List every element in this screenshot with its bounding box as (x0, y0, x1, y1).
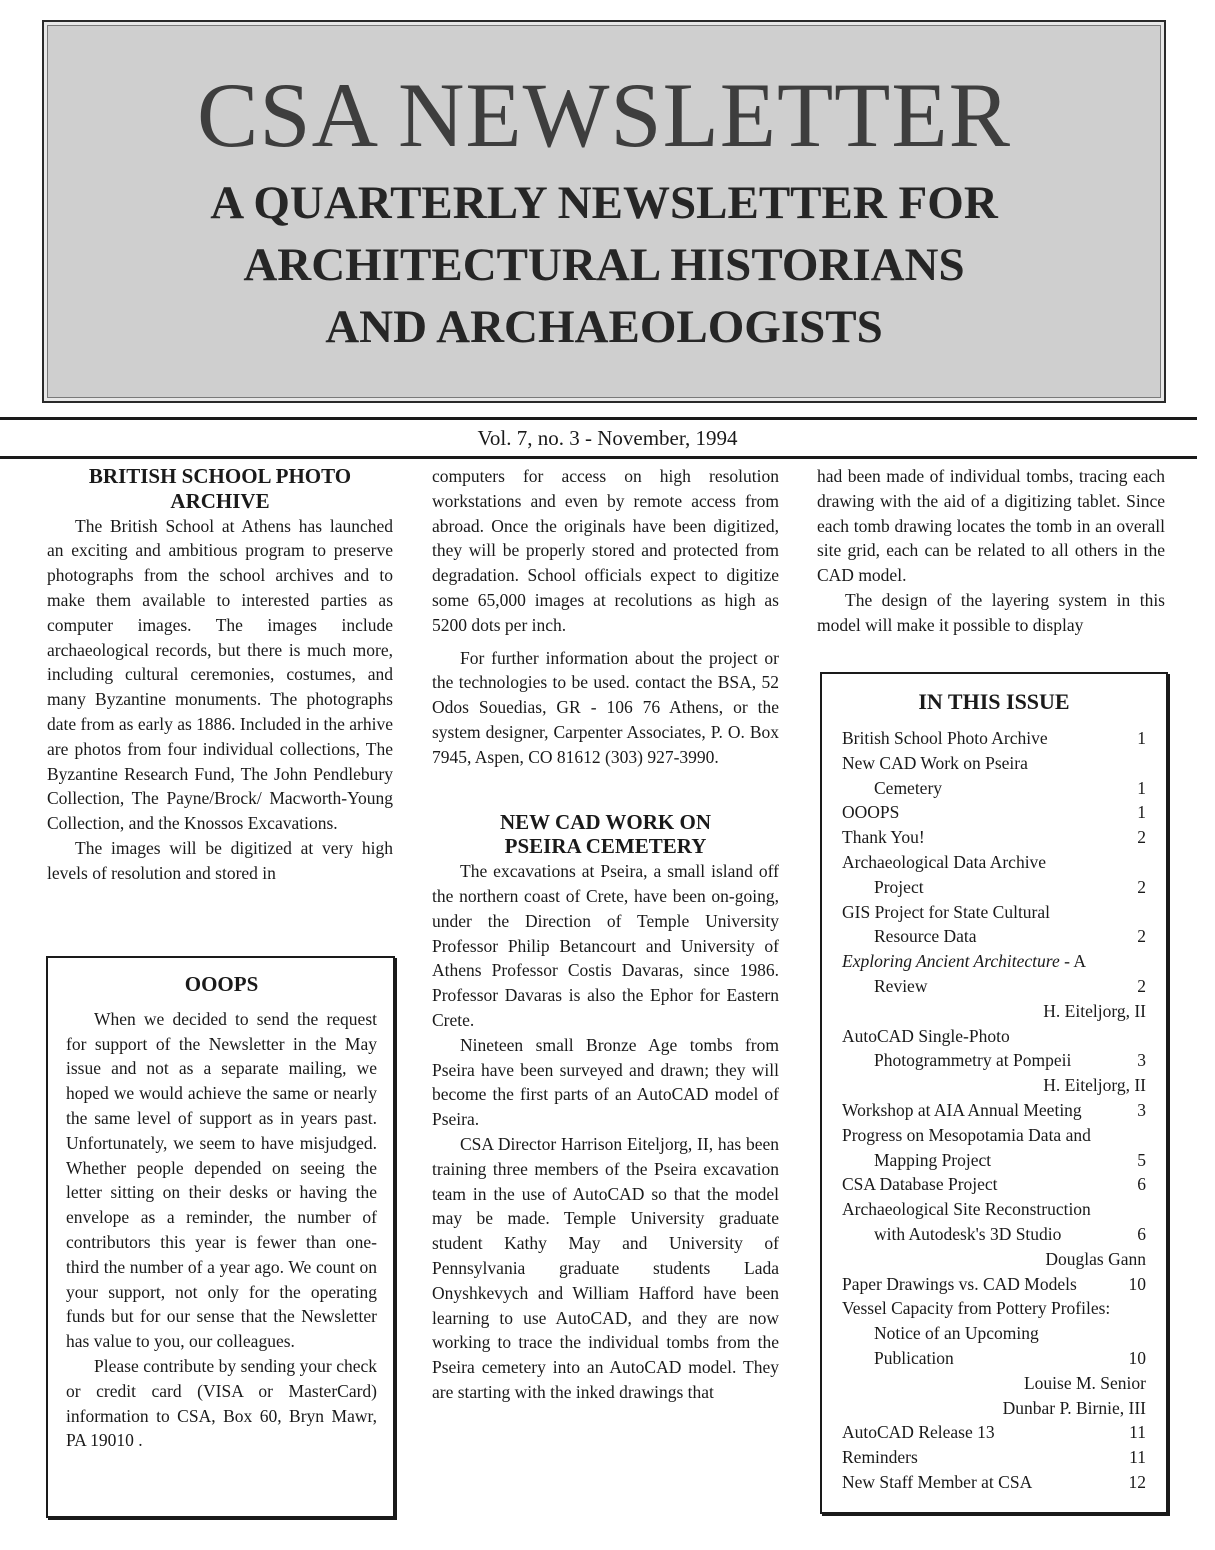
toc-item-title: AutoCAD Release 13 (842, 1422, 995, 1443)
toc-author: Douglas Gann (1045, 1248, 1146, 1269)
masthead (42, 20, 1166, 403)
article-paragraph: The images will be digitized at very high levels of resolution and stored in (47, 837, 393, 883)
toc-item-title: Thank You! (842, 827, 925, 848)
toc-item-title: Archaeological Data Archive (842, 851, 1047, 872)
pseira-heading: NEW CAD WORK ON PSEIRA CEMETERY (500, 809, 711, 859)
toc-page-number: 6 (1137, 1223, 1146, 1244)
toc-page-number: 2 (1137, 827, 1146, 848)
toc-item-title: Reminders (842, 1447, 918, 1468)
toc-item (842, 1197, 1146, 1222)
toc-item (842, 1222, 1146, 1247)
ooops-paragraph: When we decided to send the request for support of the Newsletter in the May issue and not as a separate mailing, we hoped we would achieve the same or nearly the same level of support as in years past. Unfortunately, we seem to have misjudged. Whether people depended on seeing the letter sitting on their desks or having the envelope as a reminder, the number of contributors this year is fewer than one-third the number of a year ago. We count on your support, not only for the operating funds but for our sense that the Newsletter has value to you, our colleagues. (66, 1008, 377, 1352)
toc-page-number: 3 (1137, 1050, 1146, 1071)
toc-author: H. Eiteljorg, II (1043, 1075, 1146, 1096)
ooops-heading: OOOPS (184, 972, 259, 996)
ooops-paragraph: Please contribute by sending your check or credit card (VISA or MasterCard) information to CSA, Box 60, Bryn Mawr, PA 19010 . (66, 1355, 377, 1451)
toc-list (842, 726, 1146, 1495)
article-paragraph: Nineteen small Bronze Age tombs from Pseira have been surveyed and drawn; they will become the first parts of an AutoCAD model of Pseira. (432, 1034, 779, 1130)
toc-page-number: 1 (1137, 728, 1146, 748)
newsletter-title: CSA NEWSLETTER (197, 64, 1011, 166)
subtitle-line: AND ARCHAEOLOGISTS (325, 301, 883, 353)
toc-item (842, 776, 1146, 801)
toc-item-title: Exploring Ancient Architecture - A (842, 951, 1086, 972)
bottom-rule (0, 456, 1197, 459)
toc-page-number: 3 (1137, 1099, 1146, 1120)
toc-item-title: Paper Drawings vs. CAD Models (842, 1273, 1077, 1294)
toc-item (842, 1148, 1146, 1173)
subtitle-line: A QUARTERLY NEWSLETTER FOR (210, 177, 998, 229)
toc-item (842, 1024, 1146, 1049)
toc-item (842, 825, 1146, 850)
toc-item-title: Photogrammetry at Pompeii (874, 1050, 1072, 1071)
toc-item-title: Resource Data (874, 926, 977, 947)
british-school-article (47, 464, 393, 886)
toc-page-number: 11 (1129, 1447, 1146, 1468)
toc-item (842, 800, 1146, 825)
top-rule (0, 417, 1197, 420)
toc-item (842, 1123, 1146, 1148)
toc-item (842, 751, 1146, 776)
toc-item (842, 850, 1146, 875)
toc-item (842, 1098, 1146, 1123)
toc-page-number: 5 (1137, 1149, 1146, 1170)
toc-item-title: British School Photo Archive (842, 728, 1048, 748)
toc-item (842, 900, 1146, 925)
article-paragraph: computers for access on high resolution workstations and even by remote access from abroad. Once the originals have been digitized, they will be properly stored and protected from degradation. School officials expect to digitize some 65,000 images at recolutions as high as 5200 dots per inch. (432, 466, 779, 635)
newsletter-subtitle (44, 172, 1164, 358)
toc-item-title: GIS Project for State Cultural (842, 901, 1051, 922)
article-paragraph: The British School at Athens has launched an exciting and ambitious program to preserve photographs from the school archives and to make them available to interested parties as computer images. The images include archaeological records, but there is much more, including cultural ceremonies, costumes, and many Byzantine monuments. The photographs date from as early as 1886. Included in the arhive are photos from four individual collections, The Byzantine Research Fund, The John Pendlebury Collection, The Payne/Brock/ Macworth-Young Collection, and the Knossos Excavations. (47, 515, 393, 834)
toc-item-title: Progress on Mesopotamia Data and (842, 1124, 1091, 1145)
toc-page-number: 2 (1137, 926, 1146, 947)
toc-item-title: Vessel Capacity from Pottery Profiles: (842, 1298, 1111, 1319)
toc-author: Louise M. Senior (1023, 1372, 1146, 1393)
toc-item (842, 1445, 1146, 1470)
toc-page-number: 1 (1137, 777, 1146, 798)
toc-item (842, 1470, 1146, 1495)
toc-page-number: 1 (1137, 802, 1146, 823)
article-heading: BRITISH SCHOOL PHOTO ARCHIVE (88, 464, 352, 513)
toc-item (842, 949, 1146, 974)
toc-item-title: Review (874, 975, 928, 996)
toc-item-title: Publication (874, 1347, 954, 1368)
toc-item-title: Workshop at AIA Annual Meeting (842, 1099, 1082, 1120)
toc-item (842, 1420, 1146, 1445)
toc-page-number: 10 (1128, 1347, 1146, 1368)
toc-item (842, 875, 1146, 900)
toc-item-title: AutoCAD Single-Photo (842, 1025, 1010, 1046)
article-paragraph: had been made of individual tombs, tracing each drawing with the aid of a digitizing tablet. Since each tomb drawing locates the tomb in an overall site grid, each can be related to all others in the CAD model. (817, 466, 1165, 586)
subtitle-line: ARCHITECTURAL HISTORIANS (243, 239, 965, 291)
toc-item-title: with Autodesk's 3D Studio (874, 1223, 1062, 1244)
toc-item (842, 1272, 1146, 1297)
article-paragraph: For further information about the project or the technologies to be used. contact the BSA, 52 Odos Souedias, GR - 106 76 Athens, or the system designer, Carpenter Associates, P. O. Box 7945, Aspen, CO 81612 (303) 927-3990. (432, 647, 779, 767)
toc-item (842, 974, 1146, 999)
toc-item-title: Mapping Project (874, 1149, 992, 1170)
toc-page-number: 11 (1129, 1422, 1146, 1443)
in-this-issue-box (820, 672, 1168, 1514)
article-paragraph: The design of the layering system in this model will make it possible to display (817, 589, 1165, 635)
toc-item (842, 1172, 1146, 1197)
toc-item (842, 924, 1146, 949)
toc-item-title: New Staff Member at CSA (842, 1471, 1033, 1492)
issue-line: Vol. 7, no. 3 - November, 1994 (477, 426, 738, 450)
ooops-box (46, 956, 395, 1518)
toc-page-number: 2 (1137, 975, 1146, 996)
toc-page-number: 6 (1137, 1174, 1146, 1195)
toc-page-number: 12 (1128, 1471, 1146, 1492)
toc-item-title: Project (874, 876, 924, 897)
toc-item-title: Archaeological Site Reconstruction (842, 1199, 1091, 1220)
toc-item-title: OOOPS (842, 802, 900, 823)
article-paragraph: The excavations at Pseira, a small island off the northern coast of Crete, have been on-going, under the Direction of Temple University Professor Philip Betancourt and University of Athens Professor Costis Davaras, since 1986. Professor Davaras is also the Ephor for Eastern Crete. (432, 861, 779, 1030)
toc-page-number: 10 (1128, 1273, 1146, 1294)
toc-item (842, 1296, 1146, 1321)
middle-column (432, 464, 779, 1405)
toc-author: H. Eiteljorg, II (1043, 1000, 1146, 1021)
toc-item (842, 1048, 1146, 1073)
toc-item-title: New CAD Work on Pseira (842, 752, 1028, 773)
toc-item (842, 1321, 1146, 1346)
toc-author: Dunbar P. Birnie, III (1002, 1397, 1146, 1418)
toc-item-title: Notice of an Upcoming (874, 1323, 1039, 1344)
toc-item-title: CSA Database Project (842, 1174, 998, 1195)
toc-heading: IN THIS ISSUE (918, 689, 1070, 714)
toc-item (842, 1346, 1146, 1371)
toc-page-number: 2 (1137, 876, 1146, 897)
toc-item (842, 726, 1146, 751)
toc-item-title: Cemetery (874, 777, 943, 798)
right-column (817, 464, 1165, 638)
article-paragraph: CSA Director Harrison Eiteljorg, II, has been training three members of the Pseira excavation team in the use of AutoCAD so that the model may be made. Temple University graduate student Kathy May and University of Pennsylvania graduate students Lada Onyshkevych and William Hafford have been learning to use AutoCAD, and they are now working to trace the individual tombs from the Pseira cemetery into an AutoCAD model. They are starting with the inked drawings that (432, 1133, 779, 1402)
